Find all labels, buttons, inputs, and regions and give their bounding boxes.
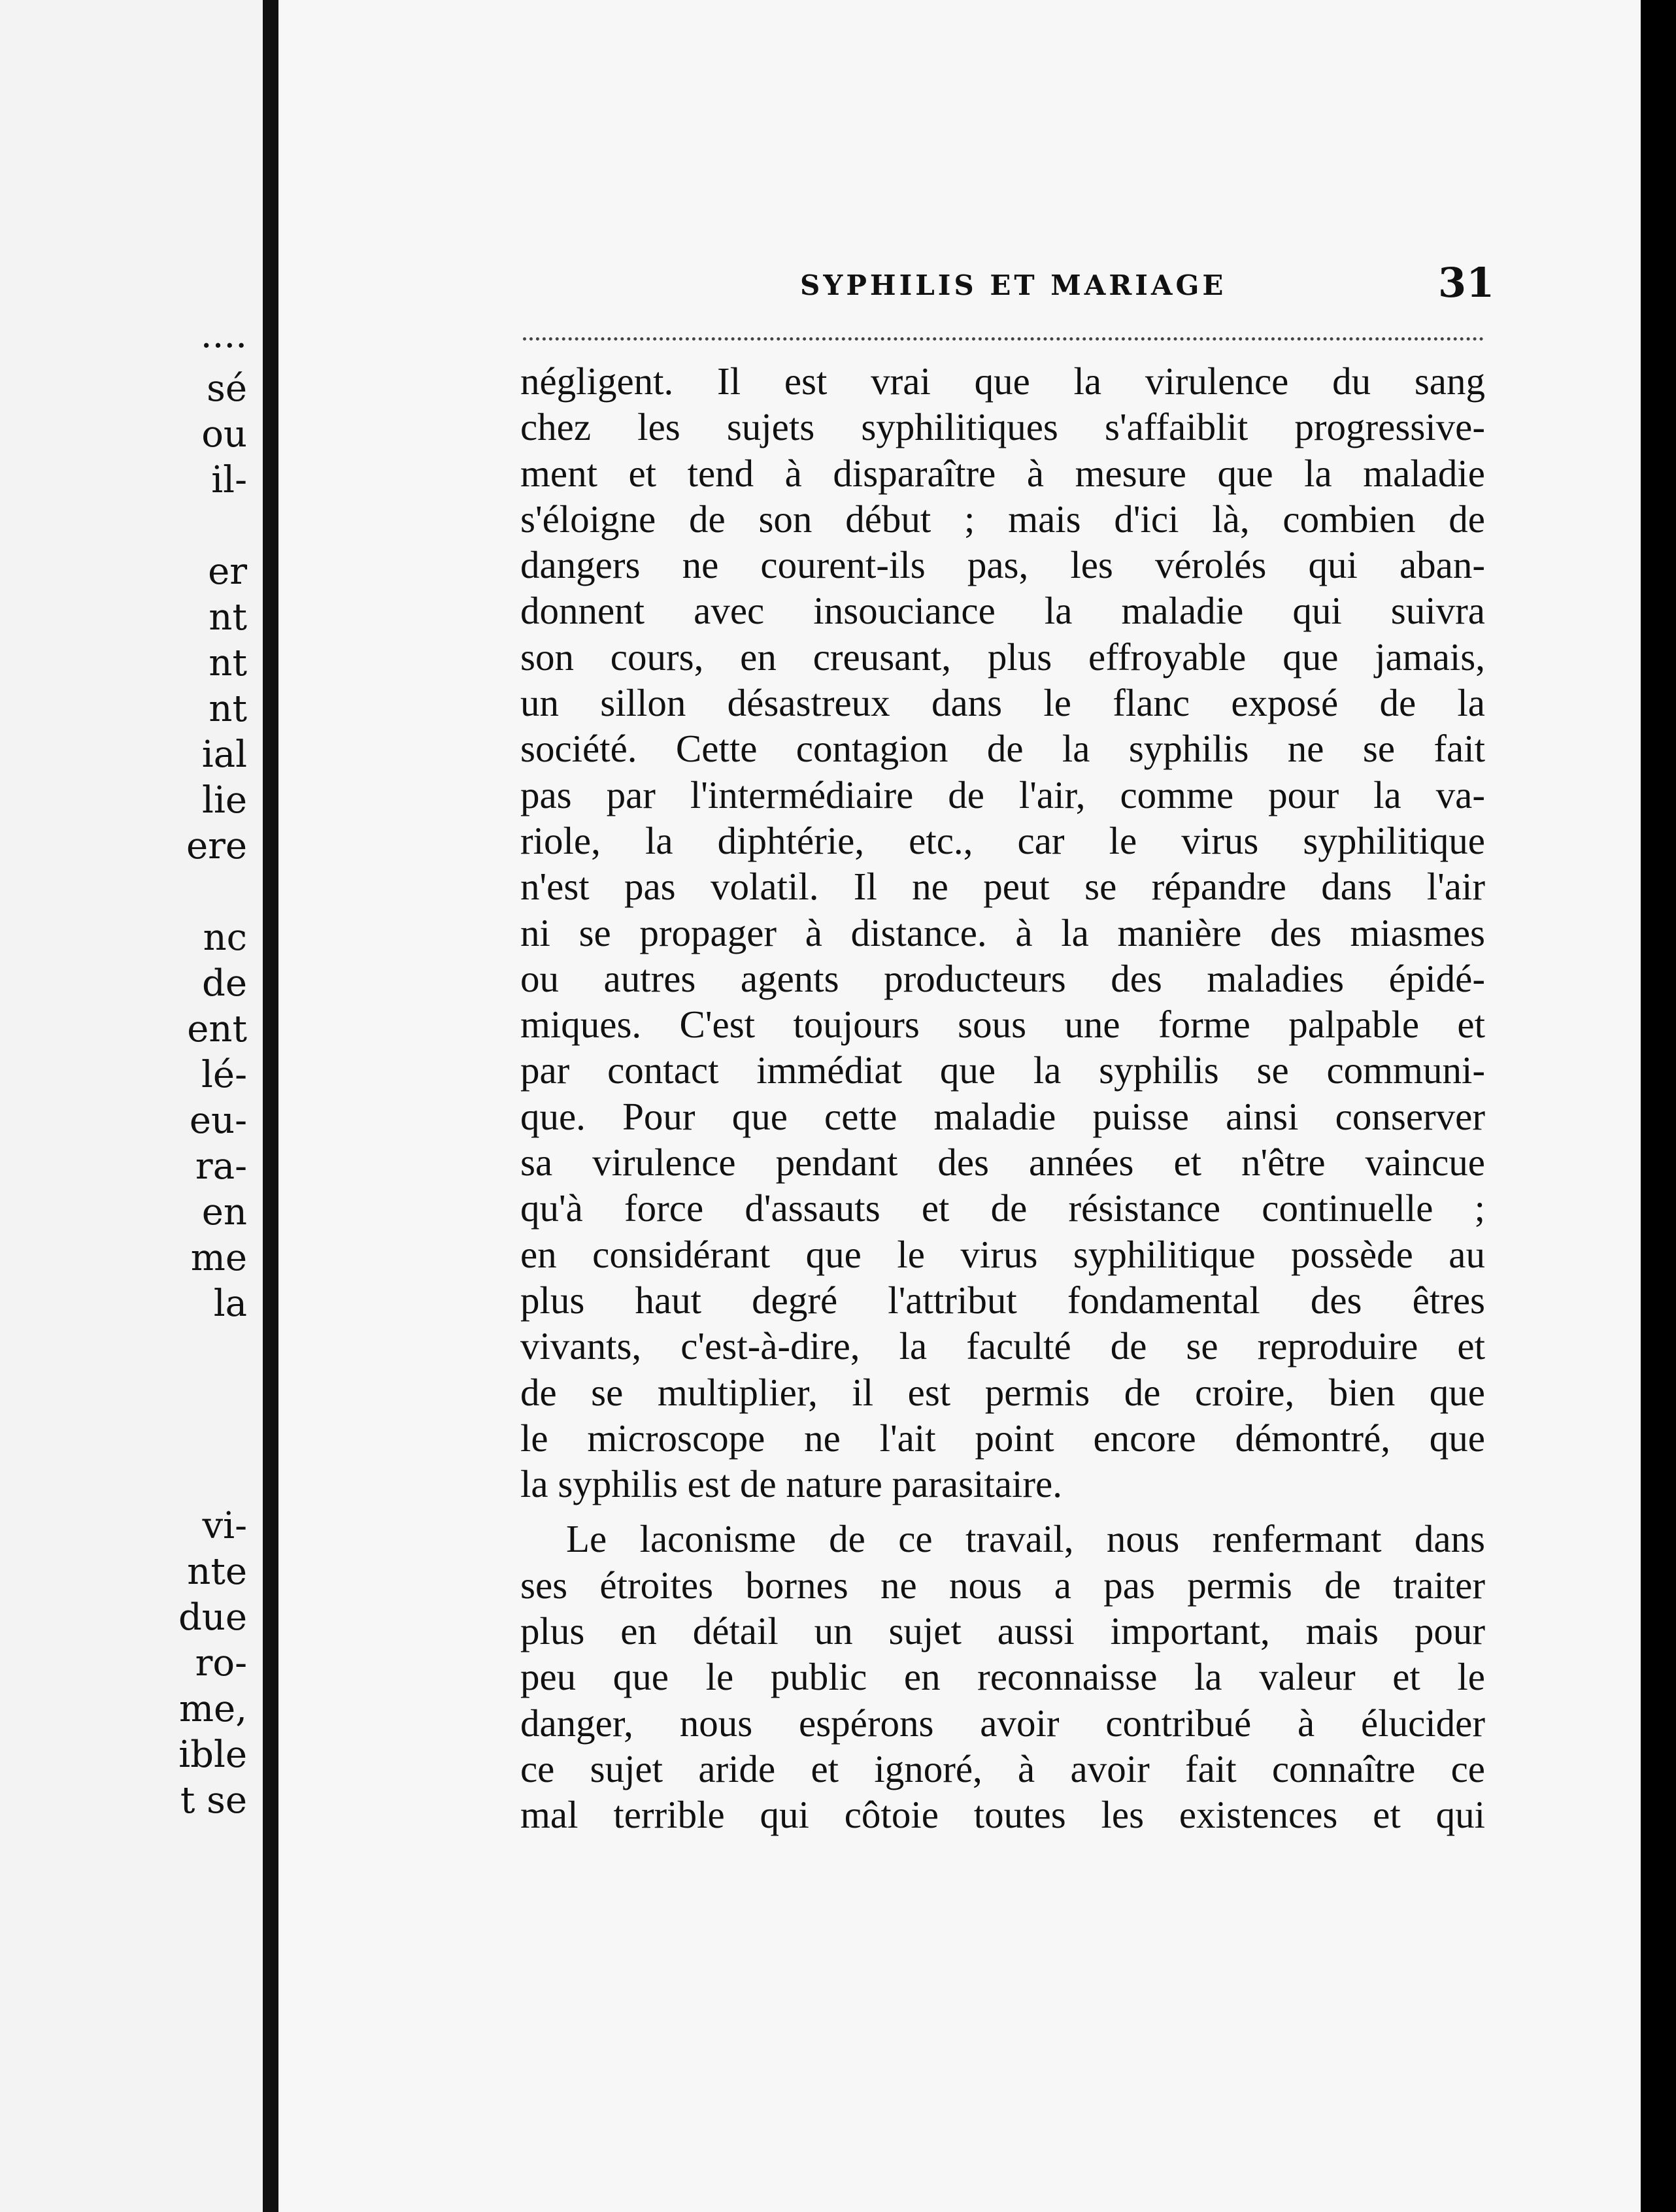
left-page-fragment: ere	[186, 825, 247, 867]
left-page-fragment: il-	[211, 459, 247, 501]
text-line: Le laconisme de ce travail, nous renfermant dans	[566, 1517, 1485, 1561]
text-line: dangers ne courent-ils pas, les vérolés qui aban-	[520, 543, 1485, 587]
body-text	[520, 358, 1485, 1838]
text-line: ment et tend à disparaître à mesure que la maladie	[520, 451, 1485, 495]
left-page-fragment: de	[202, 962, 247, 1005]
left-page-fragment: ro-	[195, 1642, 247, 1684]
left-page-fragment: ....	[200, 314, 247, 356]
left-page-fragment: ial	[201, 733, 247, 776]
left-page-fragment: t se	[180, 1779, 247, 1822]
text-line: de se multiplier, il est permis de croire, bien que	[520, 1370, 1485, 1414]
left-page-fragment: la	[213, 1282, 247, 1325]
left-page-fragment: me,	[178, 1688, 247, 1730]
text-line: peu que le public en reconnaisse la valeur et le	[520, 1655, 1485, 1699]
running-head: SYPHILIS ET MARIAGE	[800, 269, 1227, 301]
paragraph	[520, 1516, 1485, 1837]
left-page-fragment: nc	[203, 916, 247, 959]
text-line: pas par l'intermédiaire de l'air, comme pour la va-	[520, 773, 1485, 816]
text-line: ses étroites bornes ne nous a pas permis de traiter	[520, 1563, 1485, 1607]
text-line: ni se propager à distance. à la manière des miasmes	[520, 911, 1485, 954]
left-page-fragment: sé	[207, 367, 247, 410]
text-line: danger, nous espérons avoir contribué à élucider	[520, 1701, 1485, 1745]
left-page-fragment: nt	[209, 688, 247, 730]
left-page-fragment: nte	[187, 1550, 247, 1593]
page-edge-shadow	[1641, 0, 1676, 2212]
text-line: un sillon désastreux dans le flanc exposé de la	[520, 681, 1485, 725]
left-page-fragment: ra-	[195, 1145, 247, 1188]
text-line: ce sujet aride et ignoré, à avoir fait connaître ce	[520, 1747, 1485, 1790]
text-line: que. Pour que cette maladie puisse ainsi conserver	[520, 1094, 1485, 1138]
text-line: donnent avec insouciance la maladie qui suivra	[520, 589, 1485, 633]
text-line: par contact immédiat que la syphilis se communi-	[520, 1048, 1485, 1092]
left-page-fragment: me	[190, 1237, 247, 1279]
left-page-fragment: nt	[209, 642, 247, 684]
text-line: la syphilis est de nature parasitaire.	[520, 1462, 1062, 1506]
left-page-fragment: er	[208, 550, 247, 593]
text-line: ou autres agents producteurs des maladies épidé-	[520, 956, 1485, 1000]
text-line: riole, la diphtérie, etc., car le virus syphilitique	[520, 818, 1485, 862]
text-line: en considérant que le virus syphilitique possède au	[520, 1232, 1485, 1276]
text-line: son cours, en creusant, plus effroyable que jamais,	[520, 635, 1485, 679]
text-line: le microscope ne l'ait point encore démontré, que	[520, 1416, 1485, 1460]
left-page-fragment: lie	[202, 779, 247, 822]
left-page-fragment: ible	[178, 1734, 247, 1776]
text-line: sa virulence pendant des années et n'être vaincue	[520, 1141, 1485, 1184]
text-line: n'est pas volatil. Il ne peut se répandre dans l'air	[520, 865, 1485, 909]
left-page-fragment: eu-	[189, 1099, 247, 1142]
header-rule	[523, 337, 1484, 341]
paragraph	[520, 358, 1485, 1507]
book-spine	[263, 0, 278, 2212]
left-page-fragment: due	[178, 1596, 247, 1639]
left-page-fragment: vi-	[202, 1505, 247, 1547]
text-line: vivants, c'est-à-dire, la faculté de se reproduire et	[520, 1324, 1485, 1368]
text-line: société. Cette contagion de la syphilis ne se fait	[520, 727, 1485, 771]
text-line: chez les sujets syphilitiques s'affaiblit progressive-	[520, 405, 1485, 449]
page-number: 31	[1438, 259, 1495, 307]
left-facing-page	[0, 0, 263, 2212]
text-line: miques. C'est toujours sous une forme palpable et	[520, 1003, 1485, 1047]
left-page-fragment: ent	[187, 1008, 247, 1050]
text-line: négligent. Il est vrai que la virulence du sang	[520, 360, 1485, 403]
text-line: s'éloigne de son début ; mais d'ici là, combien de	[520, 497, 1485, 541]
left-page-fragment: en	[201, 1191, 247, 1233]
text-line: plus haut degré l'attribut fondamental des êtres	[520, 1278, 1485, 1322]
text-line: plus en détail un sujet aussi important, mais pour	[520, 1609, 1485, 1653]
left-page-fragment: ou	[201, 413, 247, 456]
left-page-fragment: lé-	[201, 1054, 247, 1096]
text-line: qu'à force d'assauts et de résistance continuelle ;	[520, 1186, 1485, 1230]
text-line: mal terrible qui côtoie toutes les existences et qui	[520, 1793, 1485, 1837]
left-page-fragment: nt	[209, 596, 247, 639]
